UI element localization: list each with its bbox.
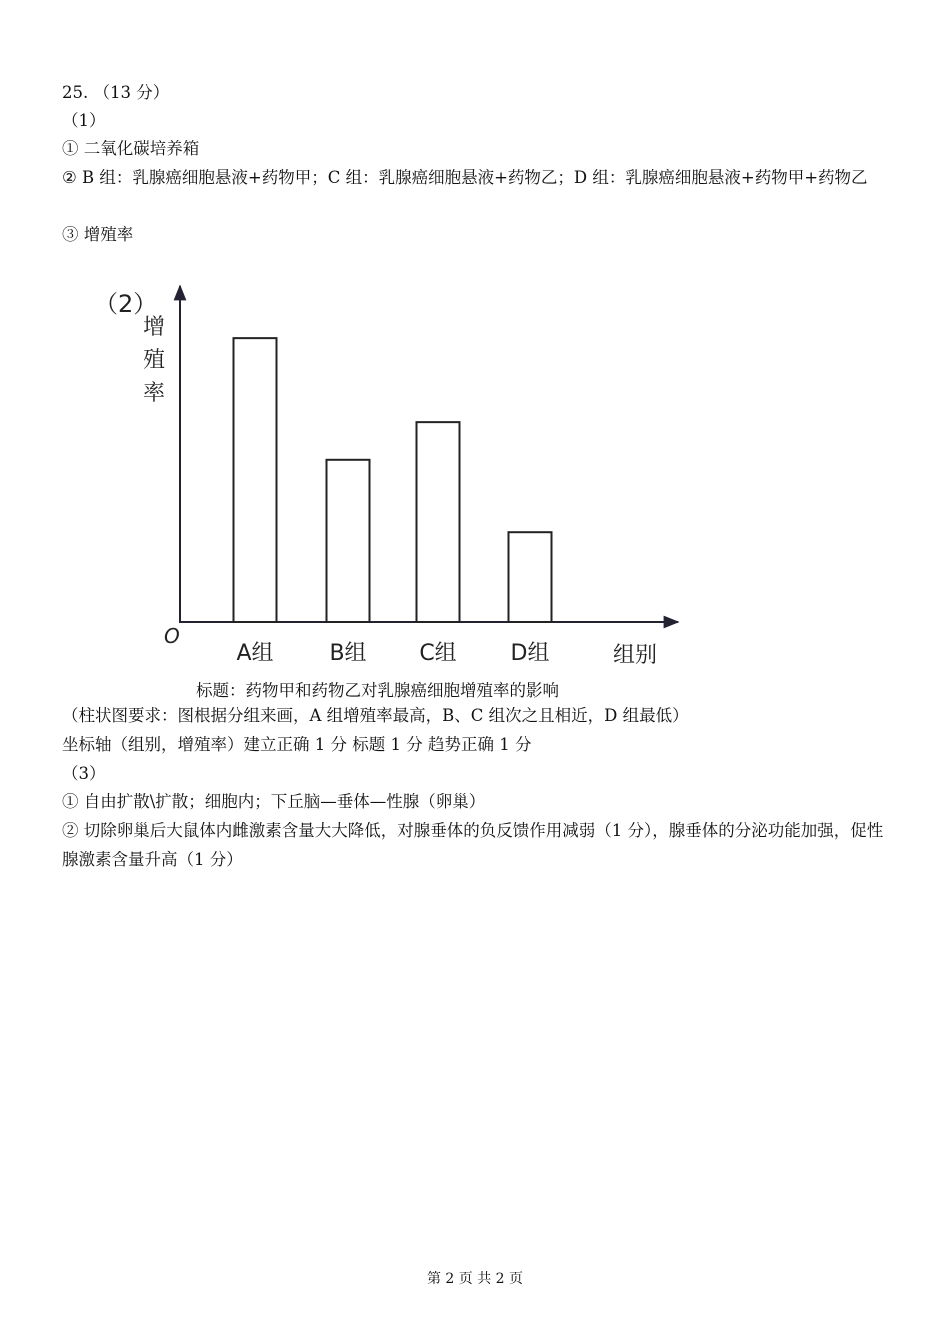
question-number: 25. <box>62 83 89 102</box>
bars-group <box>234 338 552 622</box>
y-axis-label-char-2: 殖 <box>143 348 166 373</box>
y-axis-label-char-1: 增 <box>143 315 166 340</box>
part1-item-2: ② B 组：乳腺癌细胞悬液+药物甲；C 组：乳腺癌细胞悬液+药物乙；D 组：乳腺癌细胞悬液+药物甲+药物乙 <box>62 168 868 187</box>
origin-label: O <box>164 624 180 648</box>
x-tick-labels <box>236 641 549 666</box>
y-axis-label <box>143 315 165 406</box>
question-score: （13 分） <box>93 83 170 102</box>
x-tick-label-2: C组 <box>419 641 457 666</box>
part3-label: （3） <box>62 764 106 783</box>
bar-D组 <box>509 532 552 622</box>
chart-requirement: （柱状图要求：图根据分组来画，A 组增殖率最高，B、C 组次之且相近，D 组最低） <box>62 706 689 725</box>
scoring-note: 坐标轴（组别，增殖率）建立正确 1 分 标题 1 分 趋势正确 1 分 <box>62 735 532 754</box>
question-header <box>62 82 169 104</box>
part1-item-1: ① 二氧化碳培养箱 <box>62 139 200 158</box>
x-tick-label-3: D组 <box>510 641 550 666</box>
part3-item-2: ② 切除卵巢后大鼠体内雌激素含量大大降低，对腺垂体的负反馈作用减弱（1 分），腺垂体的分泌功能加强，促性腺激素含量升高（1 分） <box>62 821 884 869</box>
y-axis-label-char-3: 率 <box>143 381 166 406</box>
part1-item-3: ③ 增殖率 <box>62 225 134 244</box>
x-axis-label: 组别 <box>613 643 658 668</box>
bar-C组 <box>417 422 460 622</box>
bar-A组 <box>234 338 277 622</box>
part1-label: （1） <box>62 111 106 130</box>
bar-chart <box>80 278 700 674</box>
bar-B组 <box>327 460 370 622</box>
page-footer: 第 2 页 共 2 页 <box>426 1271 524 1287</box>
part3-item-1: ① 自由扩散\扩散；细胞内；下丘脑—垂体—性腺（卵巢） <box>62 792 486 811</box>
chart-caption: 标题：药物甲和药物乙对乳腺癌细胞增殖率的影响 <box>196 681 559 700</box>
x-tick-label-1: B组 <box>329 641 367 666</box>
x-tick-label-0: A组 <box>236 641 274 666</box>
chart-panel-label: （2） <box>94 290 158 318</box>
